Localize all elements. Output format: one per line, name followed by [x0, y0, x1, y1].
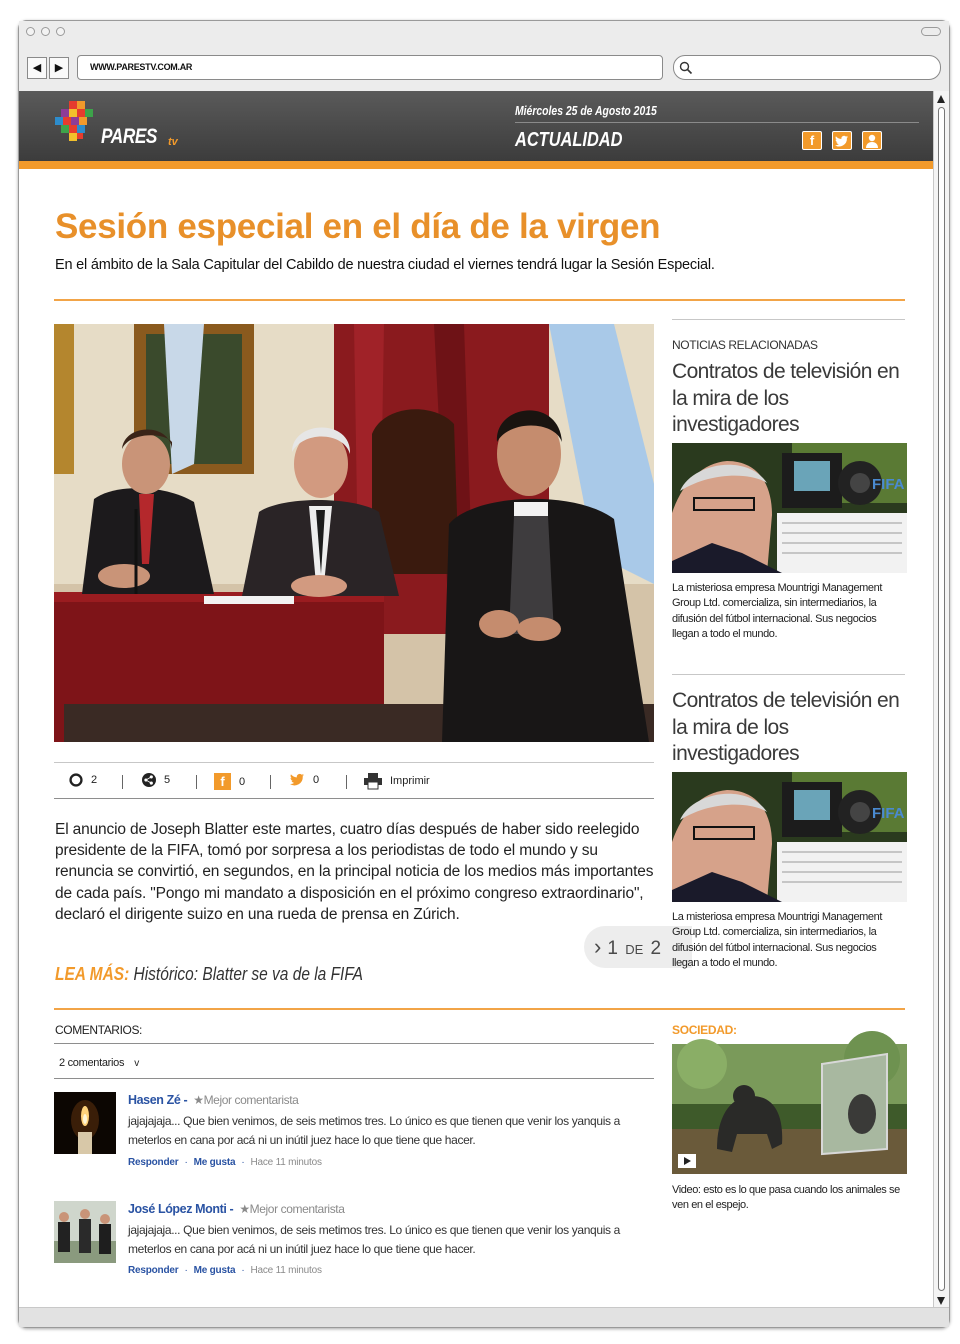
- read-more[interactable]: [55, 964, 363, 985]
- facebook-share-button[interactable]: [214, 773, 245, 790]
- video-thumbnail[interactable]: [672, 1044, 907, 1174]
- title-divider: [54, 299, 905, 301]
- printer-icon: [364, 773, 382, 789]
- print-label: Imprimir: [390, 775, 430, 787]
- facebook-icon[interactable]: f: [802, 131, 822, 150]
- best-commenter-badge: ★Mejor comentarista: [193, 1093, 299, 1107]
- gallery-total: 2: [650, 938, 662, 959]
- logo-suffix: tv: [168, 136, 178, 148]
- browser-toolbar: [19, 21, 949, 91]
- gorilla-video-image: [672, 1044, 907, 1174]
- window-zoom-button[interactable]: [56, 27, 65, 36]
- shares-counter[interactable]: [142, 773, 170, 787]
- share-separator: [122, 775, 123, 789]
- group-avatar-image: [54, 1201, 116, 1263]
- chevron-down-icon: v: [134, 1058, 139, 1069]
- toolbar-toggle-button[interactable]: [921, 27, 941, 36]
- facebook-share-icon: f: [214, 773, 231, 790]
- twitter-count: 0: [313, 773, 320, 786]
- site-header: [19, 91, 933, 161]
- header-date: Miércoles 25 de Agosto 2015: [515, 103, 657, 118]
- twitter-share-button[interactable]: [290, 773, 319, 786]
- back-button[interactable]: ◀: [27, 57, 47, 79]
- scroll-down-icon[interactable]: [937, 1297, 945, 1305]
- twitter-share-icon: [290, 773, 305, 786]
- read-more-label: LEA MÁS:: [55, 964, 130, 984]
- browser-search-input[interactable]: [673, 55, 941, 80]
- site-logo[interactable]: [55, 99, 195, 153]
- address-bar[interactable]: WWW.PARESTV.COM.AR: [77, 55, 663, 80]
- share-separator: [196, 775, 197, 789]
- avatar[interactable]: [54, 1092, 116, 1154]
- share-bar: [54, 767, 654, 797]
- comments-count: 2: [91, 774, 98, 786]
- comment-actions: Responder · Me gusta · Hace 11 minutos: [128, 1265, 322, 1276]
- related-summary: La misteriosa empresa Mountrigi Management Group Ltd. comercializa, sin intermediarios, la difusión del fútbol internacional. Sus negocios llegan a todo el mundo.: [672, 582, 883, 640]
- comment-author-name[interactable]: José López Monti -: [128, 1202, 234, 1216]
- blatter-thumbnail-image: [672, 772, 907, 902]
- logo-text: PARES: [101, 125, 158, 148]
- reply-button[interactable]: Responder: [128, 1265, 179, 1276]
- candle-avatar-image: [54, 1092, 116, 1154]
- blatter-thumbnail-image: [672, 443, 907, 573]
- scroll-thumb[interactable]: [938, 107, 945, 1291]
- related-title[interactable]: Contratos de televisión en la mira de los investigadores: [672, 360, 900, 436]
- print-button[interactable]: [364, 773, 430, 789]
- comment-time: Hace 11 minutos: [250, 1265, 322, 1276]
- gallery-current: 1: [607, 938, 618, 959]
- reply-button[interactable]: Responder: [128, 1157, 179, 1168]
- user-icon[interactable]: [862, 131, 882, 150]
- comments-list-divider: [54, 1078, 654, 1079]
- related-news-label: NOTICIAS RELACIONADAS: [672, 338, 818, 352]
- like-button[interactable]: Me gusta: [193, 1157, 236, 1168]
- related-summary: La misteriosa empresa Mountrigi Management Group Ltd. comercializa, sin intermediarios, la difusión del fútbol internacional. Sus negocios llegan a todo el mundo.: [672, 911, 883, 969]
- scroll-up-icon[interactable]: [937, 95, 945, 103]
- comment-author[interactable]: [128, 1202, 345, 1216]
- video-caption[interactable]: Video: esto es lo que pasa cuando los animales se ven en el espejo.: [672, 1184, 900, 1212]
- related-thumbnail[interactable]: [672, 443, 907, 573]
- comment-bubble-icon: [69, 773, 83, 787]
- sidebar-top-divider: [672, 319, 905, 320]
- comments-title-underline: [54, 1043, 654, 1044]
- gallery-separator: DE: [625, 942, 644, 957]
- search-icon: [679, 61, 693, 75]
- forward-button[interactable]: ▶: [49, 57, 69, 79]
- browser-window: [18, 20, 950, 1328]
- related-divider: [672, 674, 905, 675]
- logo-mosaic-icon: [55, 99, 105, 153]
- read-more-link[interactable]: Histórico: Blatter se va de la FIFA: [133, 964, 363, 984]
- share-separator: [346, 775, 347, 789]
- share-bottom-divider: [54, 798, 654, 799]
- status-bar: [19, 1307, 949, 1327]
- header-accent-bar: [19, 161, 933, 169]
- section-title[interactable]: ACTUALIDAD: [515, 129, 623, 151]
- comment-time: Hace 11 minutos: [250, 1157, 322, 1168]
- article-body: El anuncio de Joseph Blatter este martes, cuatro días después de haber sido reelegido presidente de la FIFA, tomó por sorpresa a los periodistas de todo el mundo y su renuncia se convirtió, en segundos, en la principal noticia de los medios más importantes de cada país. "Pongo mi mandato a disposición en el próximo congreso extraordinario", declaró el dirigente suizo en una rueda de prensa en Zúrich.: [55, 821, 654, 923]
- related-title[interactable]: Contratos de televisión en la mira de los investigadores: [672, 689, 900, 765]
- article-subtitle: En el ámbito de la Sala Capitular del Cabildo de nuestra ciudad el viernes tendrá lugar la Sesión Especial.: [55, 257, 715, 273]
- comment-text: jajajajaja... Que bien venimos, de seis metimos tres. Lo único es que tienen que venir los yanquis a meterlos en cana por acá ni un inútil juez hace lo que tiene que hacer.: [128, 1114, 620, 1147]
- comments-divider: [54, 1008, 905, 1010]
- chevron-right-icon[interactable]: ›: [594, 934, 602, 959]
- header-divider: [515, 122, 919, 123]
- best-commenter-badge: ★Mejor comentarista: [239, 1202, 345, 1216]
- comment-author-name[interactable]: Hasen Zé -: [128, 1093, 188, 1107]
- page-viewport: [19, 91, 933, 1309]
- society-label: SOCIEDAD:: [672, 1023, 737, 1037]
- twitter-icon[interactable]: [832, 131, 852, 150]
- facebook-count: 0: [239, 775, 246, 788]
- thumb-badge: FIFA: [872, 805, 905, 822]
- comments-title: COMENTARIOS:: [55, 1023, 142, 1037]
- article-title: Sesión especial en el día de la virgen: [55, 207, 661, 246]
- window-minimize-button[interactable]: [41, 27, 50, 36]
- comments-counter[interactable]: [69, 773, 97, 787]
- page-scrollbar[interactable]: [933, 91, 949, 1309]
- photo-session-image: [54, 324, 654, 742]
- comments-count-label: 2 comentarios: [59, 1057, 125, 1069]
- play-icon[interactable]: [678, 1154, 696, 1168]
- related-thumbnail[interactable]: [672, 772, 907, 902]
- shares-count: 5: [164, 774, 171, 786]
- like-button[interactable]: Me gusta: [193, 1265, 236, 1276]
- comments-sort-dropdown[interactable]: [59, 1057, 139, 1069]
- comment-actions: Responder · Me gusta · Hace 11 minutos: [128, 1157, 322, 1168]
- comment-author[interactable]: [128, 1093, 298, 1107]
- share-icon: [142, 773, 156, 787]
- comment-text: jajajajaja... Que bien venimos, de seis metimos tres. Lo único es que tienen que venir los yanquis a meterlos en cana por acá ni un inútil juez hace lo que tiene que hacer.: [128, 1223, 620, 1256]
- share-top-divider: [54, 762, 654, 763]
- thumb-badge: FIFA: [872, 476, 905, 493]
- window-close-button[interactable]: [26, 27, 35, 36]
- share-separator: [270, 775, 271, 789]
- avatar[interactable]: [54, 1201, 116, 1263]
